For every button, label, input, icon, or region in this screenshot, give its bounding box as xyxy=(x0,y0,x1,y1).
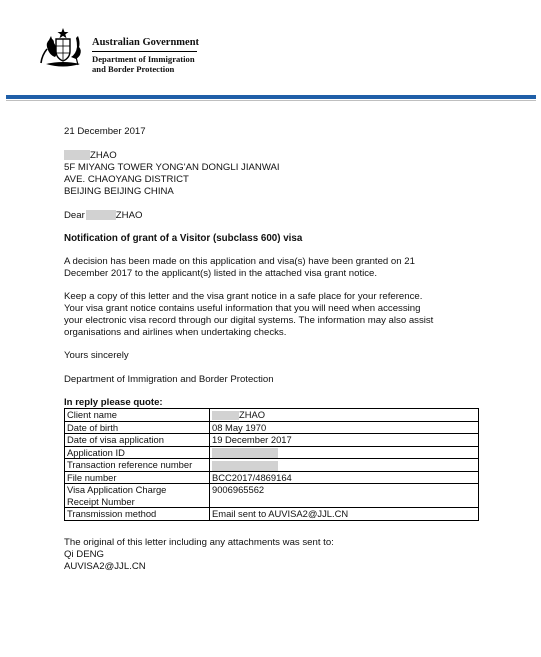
table-value: BCC2017/4869164 xyxy=(210,471,479,484)
table-row xyxy=(65,484,479,508)
redaction-block xyxy=(64,150,90,160)
department-line: Department of Immigration xyxy=(92,54,195,64)
table-value: 9006965562 xyxy=(210,484,479,508)
redaction-block xyxy=(212,411,239,420)
address-line: AVE. CHAOYANG DISTRICT xyxy=(64,174,189,185)
redaction-block xyxy=(212,448,278,458)
distribution-note xyxy=(64,537,334,573)
paragraph-keep-copy xyxy=(64,291,484,339)
recipient-address xyxy=(64,150,280,198)
table-row xyxy=(65,508,479,521)
table-row xyxy=(65,459,479,472)
table-label xyxy=(65,484,210,508)
letter-date: 21 December 2017 xyxy=(64,126,146,137)
salutation xyxy=(64,210,142,221)
paragraph-line: Your visa grant notice contains useful information that you will need when accessing xyxy=(64,303,421,314)
paragraph-line: organisations and airlines when undertaking checks. xyxy=(64,327,287,338)
reference-table xyxy=(64,408,479,521)
header-grey-line xyxy=(6,100,536,101)
client-name-value: ZHAO xyxy=(239,409,266,420)
closing: Yours sincerely xyxy=(64,350,129,361)
table-label: Transaction reference number xyxy=(65,459,210,472)
address-line: 5F MIYANG TOWER YONG'AN DONGLI JIANWAI xyxy=(64,162,280,173)
department-line: and Border Protection xyxy=(92,64,175,74)
table-value: 08 May 1970 xyxy=(210,421,479,434)
header-rule xyxy=(92,51,197,52)
table-value: 19 December 2017 xyxy=(210,434,479,447)
table-label-line: Receipt Number xyxy=(67,495,135,507)
table-row xyxy=(65,421,479,434)
table-value: Email sent to AUVISA2@JJL.CN xyxy=(210,508,479,521)
letter-subject: Notification of grant of a Visitor (subclass 600) visa xyxy=(64,233,303,244)
redaction-block xyxy=(212,461,278,471)
paragraph-line: Keep a copy of this letter and the visa grant notice in a safe place for your reference. xyxy=(64,291,423,302)
table-row xyxy=(65,409,479,422)
government-name: Australian Government xyxy=(92,37,200,48)
table-label: File number xyxy=(65,471,210,484)
table-label: Client name xyxy=(65,409,210,422)
table-label: Transmission method xyxy=(65,508,210,521)
table-label: Application ID xyxy=(65,446,210,459)
paragraph-line: A decision has been made on this application and visa(s) have been granted on 21 xyxy=(64,256,415,267)
quote-heading: In reply please quote: xyxy=(64,397,163,408)
address-line: BEIJING BEIJING CHINA xyxy=(64,186,174,197)
department-name xyxy=(92,54,195,74)
paragraph-line: your electronic visa record through our digital systems. The information may also assist xyxy=(64,315,434,326)
coat-of-arms-icon xyxy=(38,27,88,71)
distribution-line: Qi DENG xyxy=(64,549,104,560)
table-value xyxy=(210,446,479,459)
address-line-name xyxy=(64,150,280,162)
signoff: Department of Immigration and Border Protection xyxy=(64,374,274,385)
address-text: ZHAO xyxy=(90,150,117,161)
table-value xyxy=(210,459,479,472)
salutation-name: ZHAO xyxy=(115,210,143,221)
table-label-line: Visa Application Charge xyxy=(67,484,167,496)
table-label: Date of birth xyxy=(65,421,210,434)
distribution-email: AUVISA2@JJL.CN xyxy=(64,561,146,572)
redaction-block xyxy=(86,210,116,220)
paragraph-line: December 2017 to the applicant(s) listed in the attached visa grant notice. xyxy=(64,268,378,279)
salutation-prefix: Dear xyxy=(64,210,85,221)
table-label: Date of visa application xyxy=(65,434,210,447)
header-blue-bar xyxy=(6,95,536,99)
table-row xyxy=(65,471,479,484)
table-row xyxy=(65,434,479,447)
table-row xyxy=(65,446,479,459)
distribution-line: The original of this letter including any attachments was sent to: xyxy=(64,537,334,548)
table-value xyxy=(210,409,479,422)
paragraph-decision xyxy=(64,256,484,280)
